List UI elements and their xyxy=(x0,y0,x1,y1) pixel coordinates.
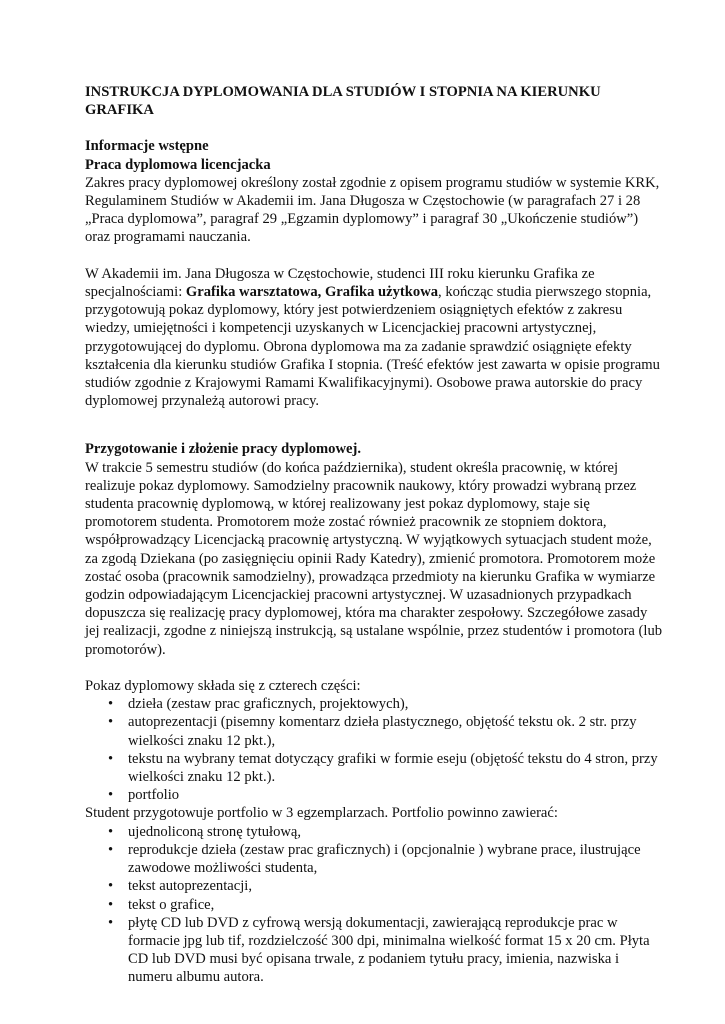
spacer xyxy=(85,247,665,265)
spacer xyxy=(85,659,665,677)
list-item: • dzieła (zestaw prac graficznych, projektowych), xyxy=(128,695,665,713)
paragraph-preparation: W trakcie 5 semestru studiów (do końca października), student określa pracownię, w której realizuje pokaz dyplomowy. Samodzielny pracownik naukowy, który prowadzi wybraną przez studenta pracownię dyplomową, w której realizowany jest pokaz dyplomowy, staje się promotorem studenta. Promotorem może zostać również pracownik ze stopniem doktora, współprowadzący Licencjacką pracownię artystyczną. W wyjątkowych sytuacjach student może, za zgodą Dziekana (po zasięgnięciu opinii Rady Katedry), zmienić promotora. Promotorem może zostać osoba (pracownik samodzielny), prowadząca przedmioty na kierunku Grafika w wymiarze godzin odpowiadającym Licencjackiej pracowni artystycznej. W uzasadnionych przypadkach dopuszcza się realizację pracy dyplomowej, która ma charakter zespołowy. Szczegółowe zasady jej realizacji, zgodne z niniejszą instrukcją, są ustalane wspólnie, przez studentów i promotora (lub promotorów). xyxy=(85,459,663,658)
list-item: • tekstu na wybrany temat dotyczący grafiki w formie eseju (objętość tekstu do 4 stron, przy wielkości znaku 12 pkt.). xyxy=(128,750,665,786)
list-item: • portfolio xyxy=(128,786,665,804)
paragraph-text: W Akademii im. Jana Długosza w Częstochowie, studenci III roku kierunku Grafika ze specjalnościami: xyxy=(85,265,595,301)
list-item: • tekst o grafice, xyxy=(128,896,665,914)
list-item: • reprodukcje dzieła (zestaw prac graficznych) i (opcjonalnie ) wybrane prace, ilustrujące zawodowe możliwości studenta, xyxy=(128,841,665,877)
list-diploma-parts xyxy=(85,695,665,804)
specializations-bold: Grafika warsztatowa, Grafika użytkowa xyxy=(185,284,439,301)
spacer xyxy=(85,410,665,440)
section-subheading-thesis: Praca dyplomowa licencjacka xyxy=(85,156,271,173)
list-item: • płytę CD lub DVD z cyfrową wersją dokumentacji, zawierającą reprodukcje prac w formacie jpg lub tif, rozdzielczość 300 dpi, minimalna wielkość format 15 x 20 cm. Płyta CD lub DVD musi być opisana trwale, z podaniem tytułu pracy, imienia, nazwiska i numeru albumu autora. xyxy=(128,914,665,987)
list-intro-portfolio: Student przygotowuje portfolio w 3 egzemplarzach. Portfolio powinno zawierać: xyxy=(85,805,558,822)
paragraph-text: , kończąc studia pierwszego stopnia, przygotowują pokaz dyplomowy, który jest potwierdzeniem osiągniętych efektów z zakresu wiedzy, umiejętności i kompetencji uzyskanych w Licencjackiej pracowni artystycznej, przygotowującej do dyplomu. Obrona dyplomowa ma za zadanie sprawdzić osiągnięte efekty kształcenia dla kierunku studiów Grafika I stopnia. (Treść efektów jest zawarta w opisie programu studiów zgodnie z Krajowymi Ramami Kwalifikacyjnymi). Osobowe prawa autorskie do pracy dyplomowej przynależą autorowi pracy. xyxy=(85,284,660,410)
paragraph-specializations xyxy=(85,265,665,411)
section-heading-intro: Informacje wstępne xyxy=(85,138,209,155)
section-heading-preparation: Przygotowanie i złożenie pracy dyplomowej. xyxy=(85,441,362,458)
list-item: • ujednoliconą stronę tytułową, xyxy=(128,823,665,841)
list-intro-parts: Pokaz dyplomowy składa się z czterech części: xyxy=(85,678,361,695)
list-item: • autoprezentacji (pisemny komentarz dzieła plastycznego, objętość tekstu ok. 2 str. przy wielkości znaku 12 pkt.), xyxy=(128,713,665,749)
list-item: • tekst autoprezentacji, xyxy=(128,877,665,895)
list-portfolio-contents xyxy=(85,823,665,987)
paragraph-scope: Zakres pracy dyplomowej określony został zgodnie z opisem programu studiów w systemie KRK, Regulaminem Studiów w Akademii im. Jana Długosza w Częstochowie (w paragrafach 27 i 28 „Praca dyplomowa”, paragraf 29 „Egzamin dyplomowy” i paragraf 30 „Ukończenie studiów”) oraz programami nauczania. xyxy=(85,174,660,246)
document-title: INSTRUKCJA DYPLOMOWANIA DLA STUDIÓW I STOPNIA NA KIERUNKU GRAFIKA xyxy=(85,84,601,119)
